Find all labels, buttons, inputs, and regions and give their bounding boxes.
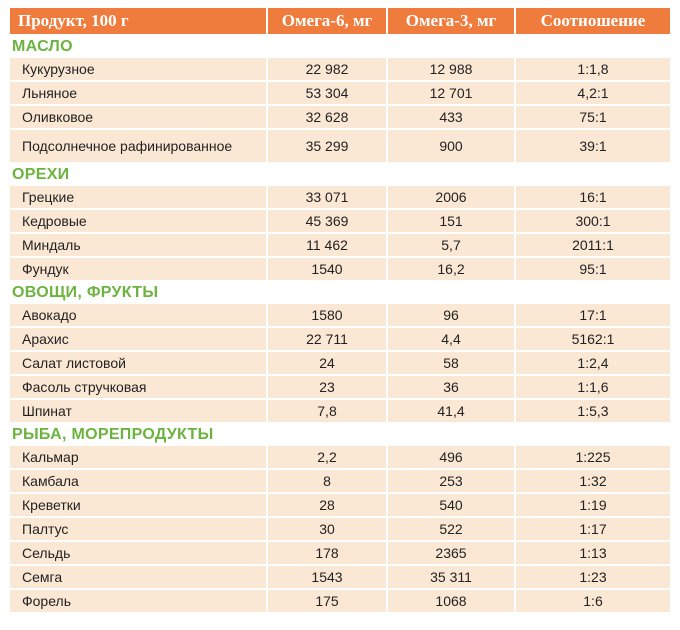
- ratio-cell: 75:1: [516, 106, 670, 130]
- ratio-cell: 4,2:1: [516, 82, 670, 106]
- product-name-cell: Кальмар: [10, 446, 268, 470]
- omega3-cell: 35 311: [388, 566, 516, 590]
- omega6-cell: 1540: [268, 258, 388, 282]
- ratio-cell: 5162:1: [516, 328, 670, 352]
- ratio-cell: 1:23: [516, 566, 670, 590]
- table-row: [10, 494, 670, 518]
- omega6-cell: 8: [268, 470, 388, 494]
- ratio-cell: 1:1,8: [516, 58, 670, 82]
- ratio-cell: 1:13: [516, 542, 670, 566]
- ratio-cell: 1:6: [516, 590, 670, 614]
- table-row: [10, 590, 670, 614]
- omega3-cell: 5,7: [388, 234, 516, 258]
- omega6-cell: 1543: [268, 566, 388, 590]
- section-title: ОВОЩИ, ФРУКТЫ: [12, 284, 159, 301]
- ratio-cell: 2011:1: [516, 234, 670, 258]
- omega6-cell: 11 462: [268, 234, 388, 258]
- omega6-cell: 33 071: [268, 186, 388, 210]
- product-name-cell: Льняное: [10, 82, 268, 106]
- ratio-cell: 1:5,3: [516, 400, 670, 424]
- product-name-cell: Салат листовой: [10, 352, 268, 376]
- omega3-cell: 2365: [388, 542, 516, 566]
- product-name-cell: Подсолнечное рафинированное: [10, 130, 268, 164]
- table-row: [10, 210, 670, 234]
- header-product: Продукт, 100 г: [10, 8, 268, 36]
- header-ratio: Соотношение: [516, 8, 670, 36]
- omega3-cell: 4,4: [388, 328, 516, 352]
- omega3-cell: 522: [388, 518, 516, 542]
- omega3-cell: 2006: [388, 186, 516, 210]
- ratio-cell: 1:1,6: [516, 376, 670, 400]
- product-name-cell: Сельдь: [10, 542, 268, 566]
- omega3-cell: 151: [388, 210, 516, 234]
- table-row: [10, 400, 670, 424]
- omega3-cell: 36: [388, 376, 516, 400]
- ratio-cell: 1:32: [516, 470, 670, 494]
- table-row: [10, 566, 670, 590]
- table-row: [10, 106, 670, 130]
- omega6-cell: 32 628: [268, 106, 388, 130]
- omega6-cell: 7,8: [268, 400, 388, 424]
- omega3-cell: 1068: [388, 590, 516, 614]
- product-name-cell: Камбала: [10, 470, 268, 494]
- omega3-cell: 433: [388, 106, 516, 130]
- product-name-cell: Палтус: [10, 518, 268, 542]
- ratio-cell: 1:19: [516, 494, 670, 518]
- ratio-cell: 300:1: [516, 210, 670, 234]
- product-name-cell: Кедровые: [10, 210, 268, 234]
- ratio-cell: 95:1: [516, 258, 670, 282]
- product-name-cell: Оливковое: [10, 106, 268, 130]
- table-row: [10, 82, 670, 106]
- table-row: [10, 446, 670, 470]
- header-omega6: Омега-6, мг: [268, 8, 388, 36]
- omega6-cell: 22 982: [268, 58, 388, 82]
- product-name-cell: Форель: [10, 590, 268, 614]
- omega3-cell: 12 988: [388, 58, 516, 82]
- product-name-cell: Шпинат: [10, 400, 268, 424]
- table-header: [10, 8, 670, 36]
- omega6-cell: 175: [268, 590, 388, 614]
- omega6-cell: 22 711: [268, 328, 388, 352]
- product-name-cell: Кукурузное: [10, 58, 268, 82]
- product-name-cell: Грецкие: [10, 186, 268, 210]
- omega3-cell: 41,4: [388, 400, 516, 424]
- omega6-cell: 45 369: [268, 210, 388, 234]
- ratio-cell: 16:1: [516, 186, 670, 210]
- omega3-cell: 58: [388, 352, 516, 376]
- section-title: МАСЛО: [12, 38, 73, 55]
- product-name-cell: Арахис: [10, 328, 268, 352]
- table-row: [10, 186, 670, 210]
- omega-table: [10, 8, 670, 614]
- product-name-cell: Авокадо: [10, 304, 268, 328]
- product-name-cell: Фундук: [10, 258, 268, 282]
- table-row: [10, 258, 670, 282]
- table-row: [10, 542, 670, 566]
- omega6-cell: 178: [268, 542, 388, 566]
- product-name-cell: Семга: [10, 566, 268, 590]
- omega6-cell: 23: [268, 376, 388, 400]
- ratio-cell: 1:2,4: [516, 352, 670, 376]
- omega3-cell: 253: [388, 470, 516, 494]
- table-body: [10, 36, 670, 614]
- omega3-cell: 900: [388, 130, 516, 164]
- omega3-cell: 12 701: [388, 82, 516, 106]
- ratio-cell: 1:17: [516, 518, 670, 542]
- omega6-cell: 35 299: [268, 130, 388, 164]
- omega6-cell: 2,2: [268, 446, 388, 470]
- table-row: [10, 58, 670, 82]
- omega6-cell: 24: [268, 352, 388, 376]
- product-name-cell: Фасоль стручковая: [10, 376, 268, 400]
- omega6-cell: 53 304: [268, 82, 388, 106]
- product-name-cell: Миндаль: [10, 234, 268, 258]
- section-title: РЫБА, МОРЕПРОДУКТЫ: [12, 426, 214, 443]
- table-row: [10, 518, 670, 542]
- table-row: [10, 328, 670, 352]
- product-name-cell: Креветки: [10, 494, 268, 518]
- omega6-cell: 1580: [268, 304, 388, 328]
- omega3-cell: 96: [388, 304, 516, 328]
- table-row: [10, 352, 670, 376]
- omega3-cell: 540: [388, 494, 516, 518]
- table-row: [10, 304, 670, 328]
- table-row: [10, 470, 670, 494]
- ratio-cell: 39:1: [516, 130, 670, 164]
- ratio-cell: 17:1: [516, 304, 670, 328]
- ratio-cell: 1:225: [516, 446, 670, 470]
- omega3-cell: 496: [388, 446, 516, 470]
- header-omega3: Омега-3, мг: [388, 8, 516, 36]
- table-row: [10, 376, 670, 400]
- omega3-cell: 16,2: [388, 258, 516, 282]
- table-row: [10, 130, 670, 164]
- omega6-cell: 28: [268, 494, 388, 518]
- omega6-cell: 30: [268, 518, 388, 542]
- table-row: [10, 234, 670, 258]
- section-title: ОРЕХИ: [12, 166, 70, 183]
